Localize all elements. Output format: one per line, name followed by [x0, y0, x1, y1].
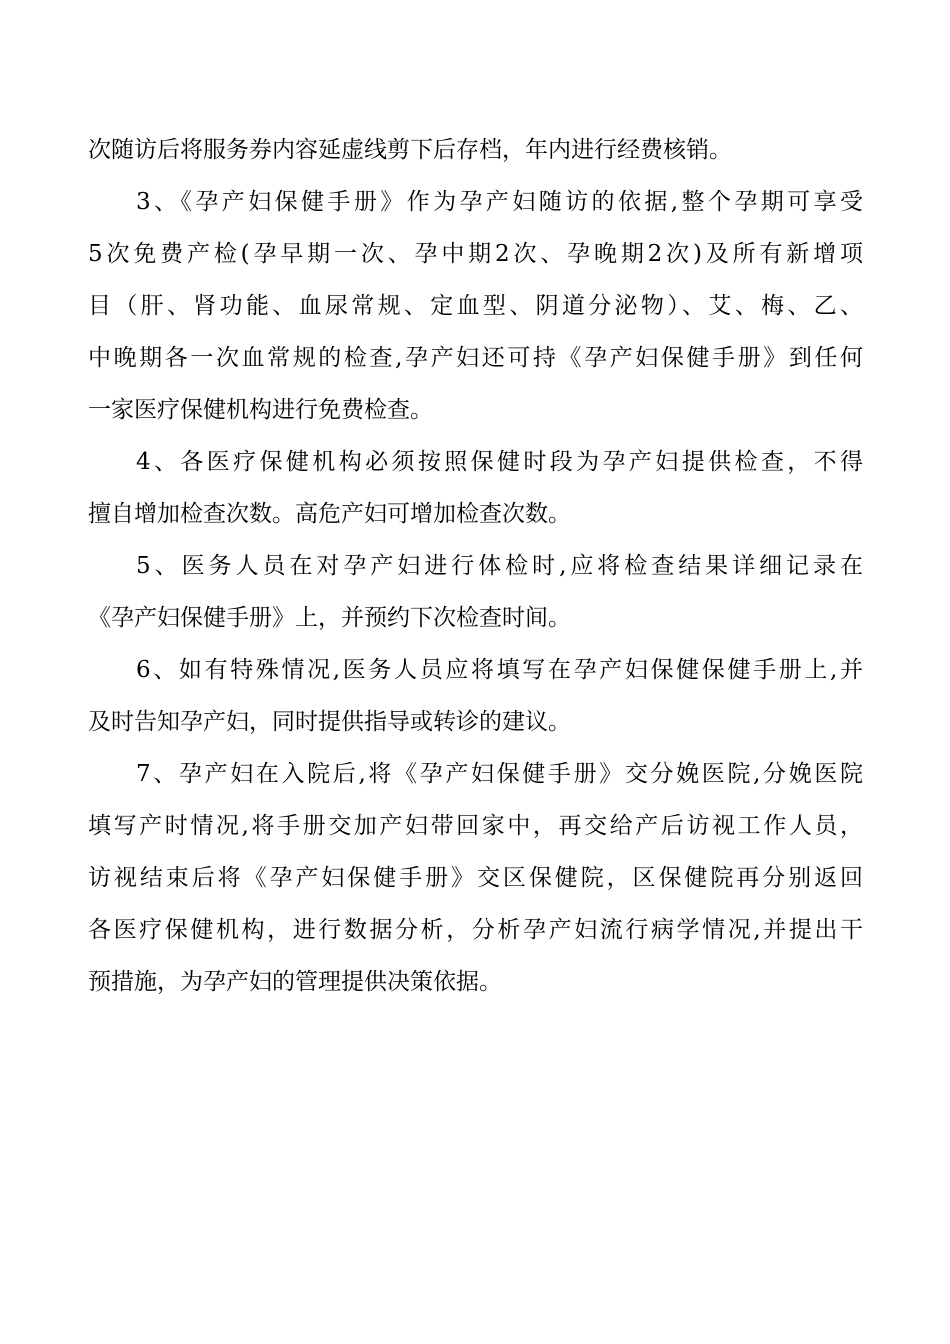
paragraph-line: 7、孕产妇在入院后,将《孕产妇保健手册》交分娩医院,分娩医院 [136, 761, 863, 787]
paragraph-item-4 [88, 436, 863, 540]
paragraph-line: 3、《孕产妇保健手册》作为孕产妇随访的依据,整个孕期可享受 [136, 189, 863, 215]
paragraph-line: 中晚期各一次血常规的检查,孕产妇还可持《孕产妇保健手册》到任何 [88, 345, 863, 371]
paragraph-line: 6、如有特殊情况,医务人员应将填写在孕产妇保健保健手册上,并 [136, 657, 863, 683]
paragraph-line: 各医疗保健机构，进行数据分析，分析孕产妇流行病学情况,并提出干 [88, 917, 863, 943]
paragraph-line: 预措施，为孕产妇的管理提供决策依据。 [88, 969, 502, 995]
paragraph-line: 次随访后将服务券内容延虚线剪下后存档，年内进行经费核销。 [88, 137, 732, 163]
paragraph-item-3 [88, 176, 863, 436]
paragraph-item-5 [88, 540, 863, 644]
paragraph-line: 《孕产妇保健手册》上，并预约下次检查时间。 [88, 605, 571, 631]
paragraph-item-6 [88, 644, 863, 748]
paragraph-continuation [88, 124, 863, 176]
paragraph-line: 5、医务人员在对孕产妇进行体检时,应将检查结果详细记录在 [136, 553, 863, 579]
paragraph-line: 目（肝、肾功能、血尿常规、定血型、阴道分泌物）、艾、梅、乙、 [88, 293, 863, 319]
paragraph-line: 擅自增加检查次数。高危产妇可增加检查次数。 [88, 501, 571, 527]
paragraph-line: 4、各医疗保健机构必须按照保健时段为孕产妇提供检查，不得 [136, 449, 863, 475]
document-page [88, 124, 863, 1008]
paragraph-line: 填写产时情况,将手册交加产妇带回家中，再交给产后访视工作人员， [88, 813, 863, 839]
paragraph-line: 及时告知孕产妇，同时提供指导或转诊的建议。 [88, 709, 571, 735]
paragraph-line: 5次免费产检(孕早期一次、孕中期2次、孕晚期2次)及所有新增项 [88, 241, 863, 267]
paragraph-line: 访视结束后将《孕产妇保健手册》交区保健院，区保健院再分别返回 [88, 865, 863, 891]
paragraph-item-7 [88, 748, 863, 1008]
paragraph-line: 一家医疗保健机构进行免费检查。 [88, 397, 433, 423]
